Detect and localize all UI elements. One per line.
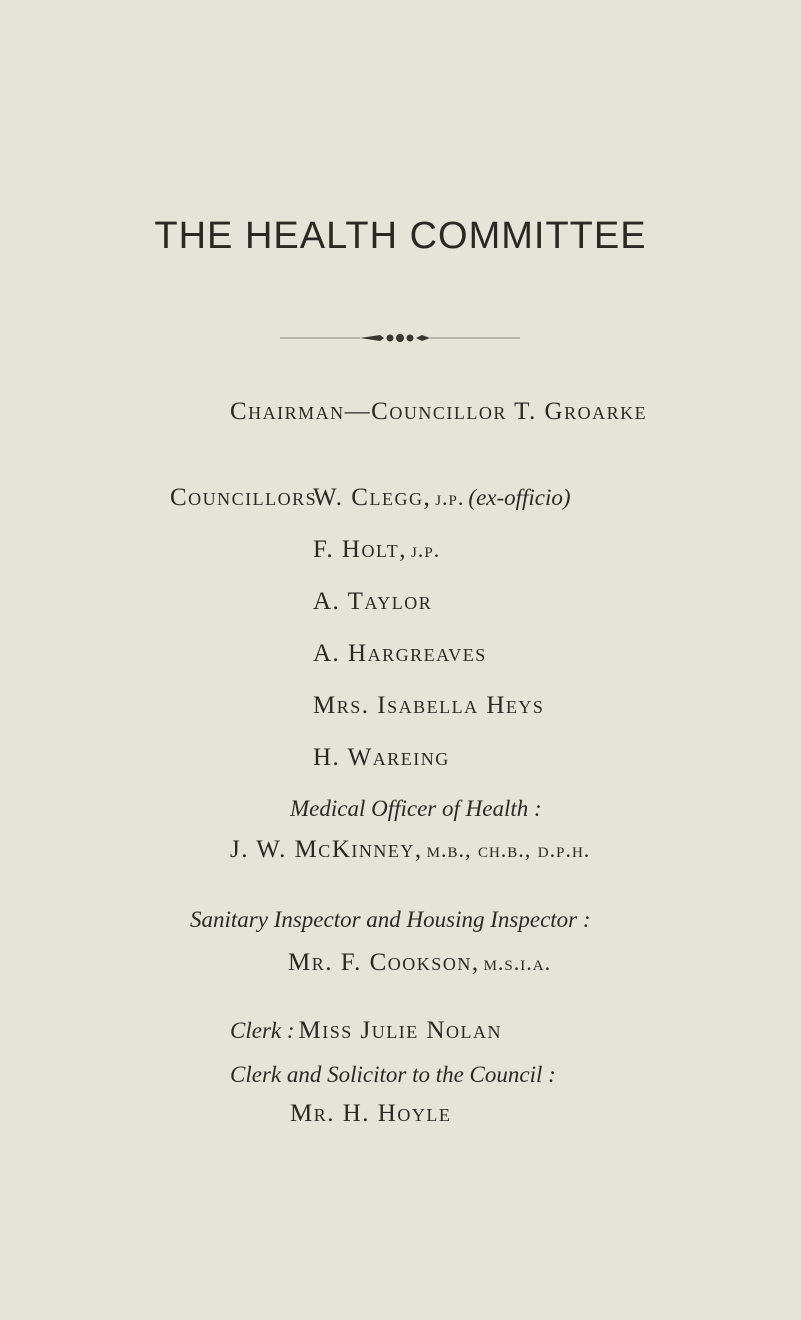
- councillor-name: F. Holt,: [313, 536, 408, 563]
- clerk-solicitor-name: Mr. H. Hoyle: [290, 1100, 452, 1127]
- councillor-row: H. Wareing: [313, 744, 450, 771]
- councillor-row: Mrs. Isabella Heys: [313, 692, 545, 719]
- councillor-row: A. Hargreaves: [313, 640, 487, 667]
- sanitary-inspector-label: Sanitary Inspector and Housing Inspector :: [190, 907, 591, 932]
- sanitary-inspector-degrees: m.s.i.a.: [483, 950, 552, 975]
- clerk-solicitor-label: Clerk and Solicitor to the Council :: [230, 1062, 556, 1087]
- councillor-suffix: j.p.: [411, 537, 441, 562]
- councillor-row: [313, 536, 440, 564]
- page-title: THE HEALTH COMMITTEE: [154, 215, 647, 257]
- clerk-row: [230, 1017, 502, 1045]
- medical-officer-degrees: m.b., ch.b., d.p.h.: [426, 837, 591, 862]
- clerk-name: Miss Julie Nolan: [298, 1017, 503, 1044]
- chairman-line: Chairman—Councillor T. Groarke: [230, 398, 648, 425]
- councillor-row: [313, 484, 571, 512]
- councillor-row: A. Taylor: [313, 588, 433, 615]
- councillors-label: Councillors: [170, 484, 318, 511]
- medical-officer-name: J. W. McKinney,: [230, 836, 423, 863]
- councillor-note: (ex-officio): [468, 485, 571, 510]
- councillor-name: W. Clegg,: [313, 484, 432, 511]
- medical-officer-row: [230, 836, 590, 864]
- councillor-suffix: j.p.: [435, 485, 465, 510]
- clerk-label: Clerk :: [230, 1018, 295, 1043]
- sanitary-inspector-row: [288, 949, 551, 977]
- sanitary-inspector-name: Mr. F. Cookson,: [288, 949, 480, 976]
- medical-officer-label: Medical Officer of Health :: [290, 796, 542, 821]
- ornamental-divider: [280, 332, 520, 344]
